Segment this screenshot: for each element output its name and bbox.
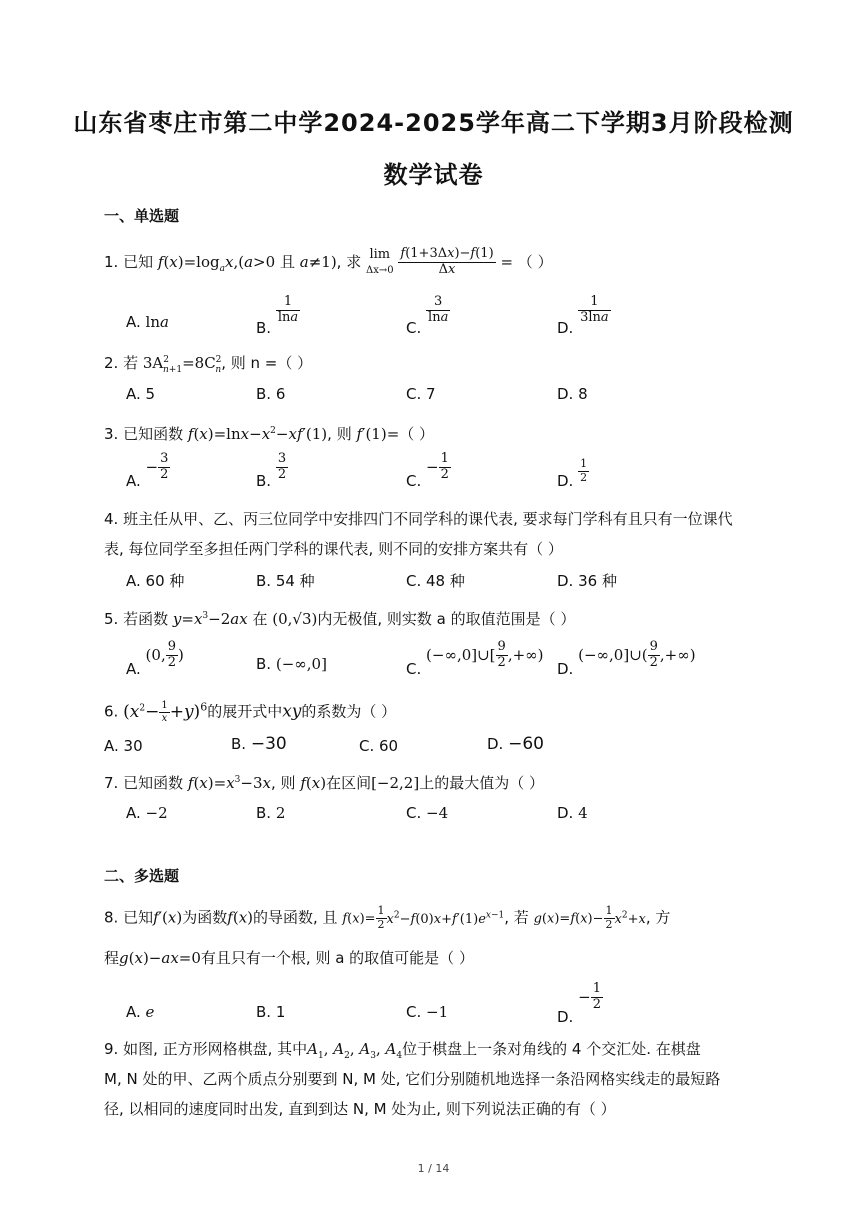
q1-function: $f(x)=\log_ax,(a>0$	[157, 252, 276, 274]
q4-option-d: D. 36 种	[557, 572, 617, 590]
q5-option-c: C. (−∞,0]∪[ $\frac{9}{2}$ ,+∞)	[406, 639, 544, 678]
q2-option-c: C. 7	[406, 385, 436, 403]
q1-option-a: A. lna	[126, 313, 169, 331]
q2-option-a: A. 5	[126, 385, 156, 403]
q6-option-b: B. −30	[231, 734, 287, 754]
q7-option-d: D. 4	[557, 804, 588, 822]
q5-option-b: B. (−∞,0]	[256, 655, 327, 673]
q3-option-a: A. − $\frac{3}{2}$	[126, 451, 169, 490]
q4-option-b: B. 54 种	[256, 572, 315, 590]
question-4-line-2: 表, 每位同学至多担任两门学科的课代表, 则不同的安排方案共有（ ）	[104, 540, 563, 558]
question-9-line-1: 9. 如图, 正方形网格棋盘, 其中$A_1$, $A_2$, $A_3$, $A_4$位于棋盘上一条对角线的 4 个交汇处. 在棋盘	[104, 1040, 701, 1061]
q6-option-c: C. 60	[359, 737, 399, 755]
q8-option-d: D. − $\frac{1}{2}$	[557, 981, 601, 1026]
q7-option-c: C. −4	[406, 804, 449, 822]
q1-paren: （ ）	[517, 252, 553, 271]
q1-condition: a≠1)	[299, 252, 337, 271]
question-9-line-2: M, N 处的甲、乙两个质点分别要到 N, M 处, 它们分别随机地选择一条沿网格实线走的最短路	[104, 1070, 721, 1088]
question-1: 1. 已知 $f(x)=\log_ax,(a>0$ 且 a≠1), 求 lim Δx→0 $\frac{f(1+3\Delta x)-f(1)}{\Delta x}$ = （ ）	[104, 246, 553, 277]
q3-function: $f(x)=\ln x-x^2-xf'(1)$	[187, 425, 328, 443]
q3-option-c: C. − $\frac{1}{2}$	[406, 451, 449, 490]
q1-ask: , 求	[336, 252, 362, 271]
q8-option-b: B. 1	[256, 1003, 286, 1021]
q3-option-d: D. $\frac{1}{2}$	[557, 457, 588, 490]
q7-option-b: B. 2	[256, 804, 286, 822]
section-single-choice: 一、单选题	[104, 207, 180, 225]
q4-option-a: A. 60 种	[126, 572, 185, 590]
q5-option-d: D. (−∞,0]∪( $\frac{9}{2}$ ,+∞)	[557, 639, 696, 678]
q1-option-b: B. $\frac{1}{\ln a}$	[256, 294, 299, 337]
q5-option-a: A. (0, $\frac{9}{2}$ )	[126, 639, 184, 678]
q6-option-d: D. −60	[487, 734, 544, 754]
section-multiple-choice: 二、多选题	[104, 867, 180, 885]
question-3: 3. 已知函数 $f(x)=\ln x-x^2-xf'(1)$, 则 f′(1)=（ ）	[104, 425, 435, 443]
q5-interval: (0,√3)	[272, 610, 318, 628]
q7-option-a: A. −2	[126, 804, 168, 822]
q6-option-a: A. 30	[104, 737, 143, 755]
exam-subtitle: 数学试卷	[383, 161, 484, 189]
q1-prefix: 1. 已知	[104, 252, 154, 271]
q8-option-a: A. e	[126, 1003, 155, 1021]
q1-option-c: C. $\frac{3}{\ln a}$	[406, 294, 449, 337]
q3-option-b: B. $\frac{3}{2}$	[256, 451, 287, 490]
q2-option-d: D. 8	[557, 385, 588, 403]
question-6: 6. ($x^2-$ $\frac{1}{x}$ +y)$^6$的展开式中xy的系数为（ ）	[104, 700, 397, 724]
q2-equation: $3A^2_{n+1}=8C^2_n$	[142, 354, 222, 375]
question-2: 2. 若 $3A^2_{n+1}=8C^2_n$, 则 n =（ ）	[104, 354, 313, 375]
q6-expression: ($x^2-$ $\frac{1}{x}$ +y)$^6$	[123, 700, 208, 724]
q5-function: $y=x^3-2ax$	[172, 610, 248, 628]
q1-option-d: D. $\frac{1}{3\ln a}$	[557, 294, 609, 337]
exam-title: 山东省枣庄市第二中学2024-2025学年高二下学期3月阶段检测	[73, 109, 794, 137]
q1-and: 且	[279, 252, 295, 271]
page-number: 1 / 14	[417, 1162, 450, 1175]
question-7: 7. 已知函数 $f(x)=x^3-3x$, 则 f(x)在区间[−2,2]上的最大值为（ ）	[104, 774, 544, 792]
question-8-line-2: 程g(x)−ax=0有且只有一个根, 则 a 的取值可能是（ ）	[104, 949, 474, 967]
question-8-line-1: 8. 已知f′(x)为函数f(x)的导函数, 且 f(x)= $\frac{1}{2}$ $x^2-f(0)x+f'(1)e^{x-1}$, 若 g(x)=f(x)− $\frac{1}{2}$ $x^2+x$, 方	[104, 904, 671, 931]
question-9-line-3: 径, 以相同的速度同时出发, 直到到达 N, M 处为止, 则下列说法正确的有（ ）	[104, 1100, 616, 1118]
question-5: 5. 若函数 $y=x^3-2ax$ 在 (0,√3)内无极值, 则实数 a 的取值范围是（ ）	[104, 610, 576, 628]
q8-option-c: C. −1	[406, 1003, 449, 1021]
question-4-line-1: 4. 班主任从甲、乙、丙三位同学中安排四门不同学科的课代表, 要求每门学科有且只有一位课代	[104, 510, 733, 528]
q1-limit: lim Δx→0	[366, 247, 394, 277]
q4-option-c: C. 48 种	[406, 572, 465, 590]
q1-limit-fraction: $\frac{f(1+3\Delta x)-f(1)}{\Delta x}$	[400, 246, 494, 277]
q2-option-b: B. 6	[256, 385, 286, 403]
